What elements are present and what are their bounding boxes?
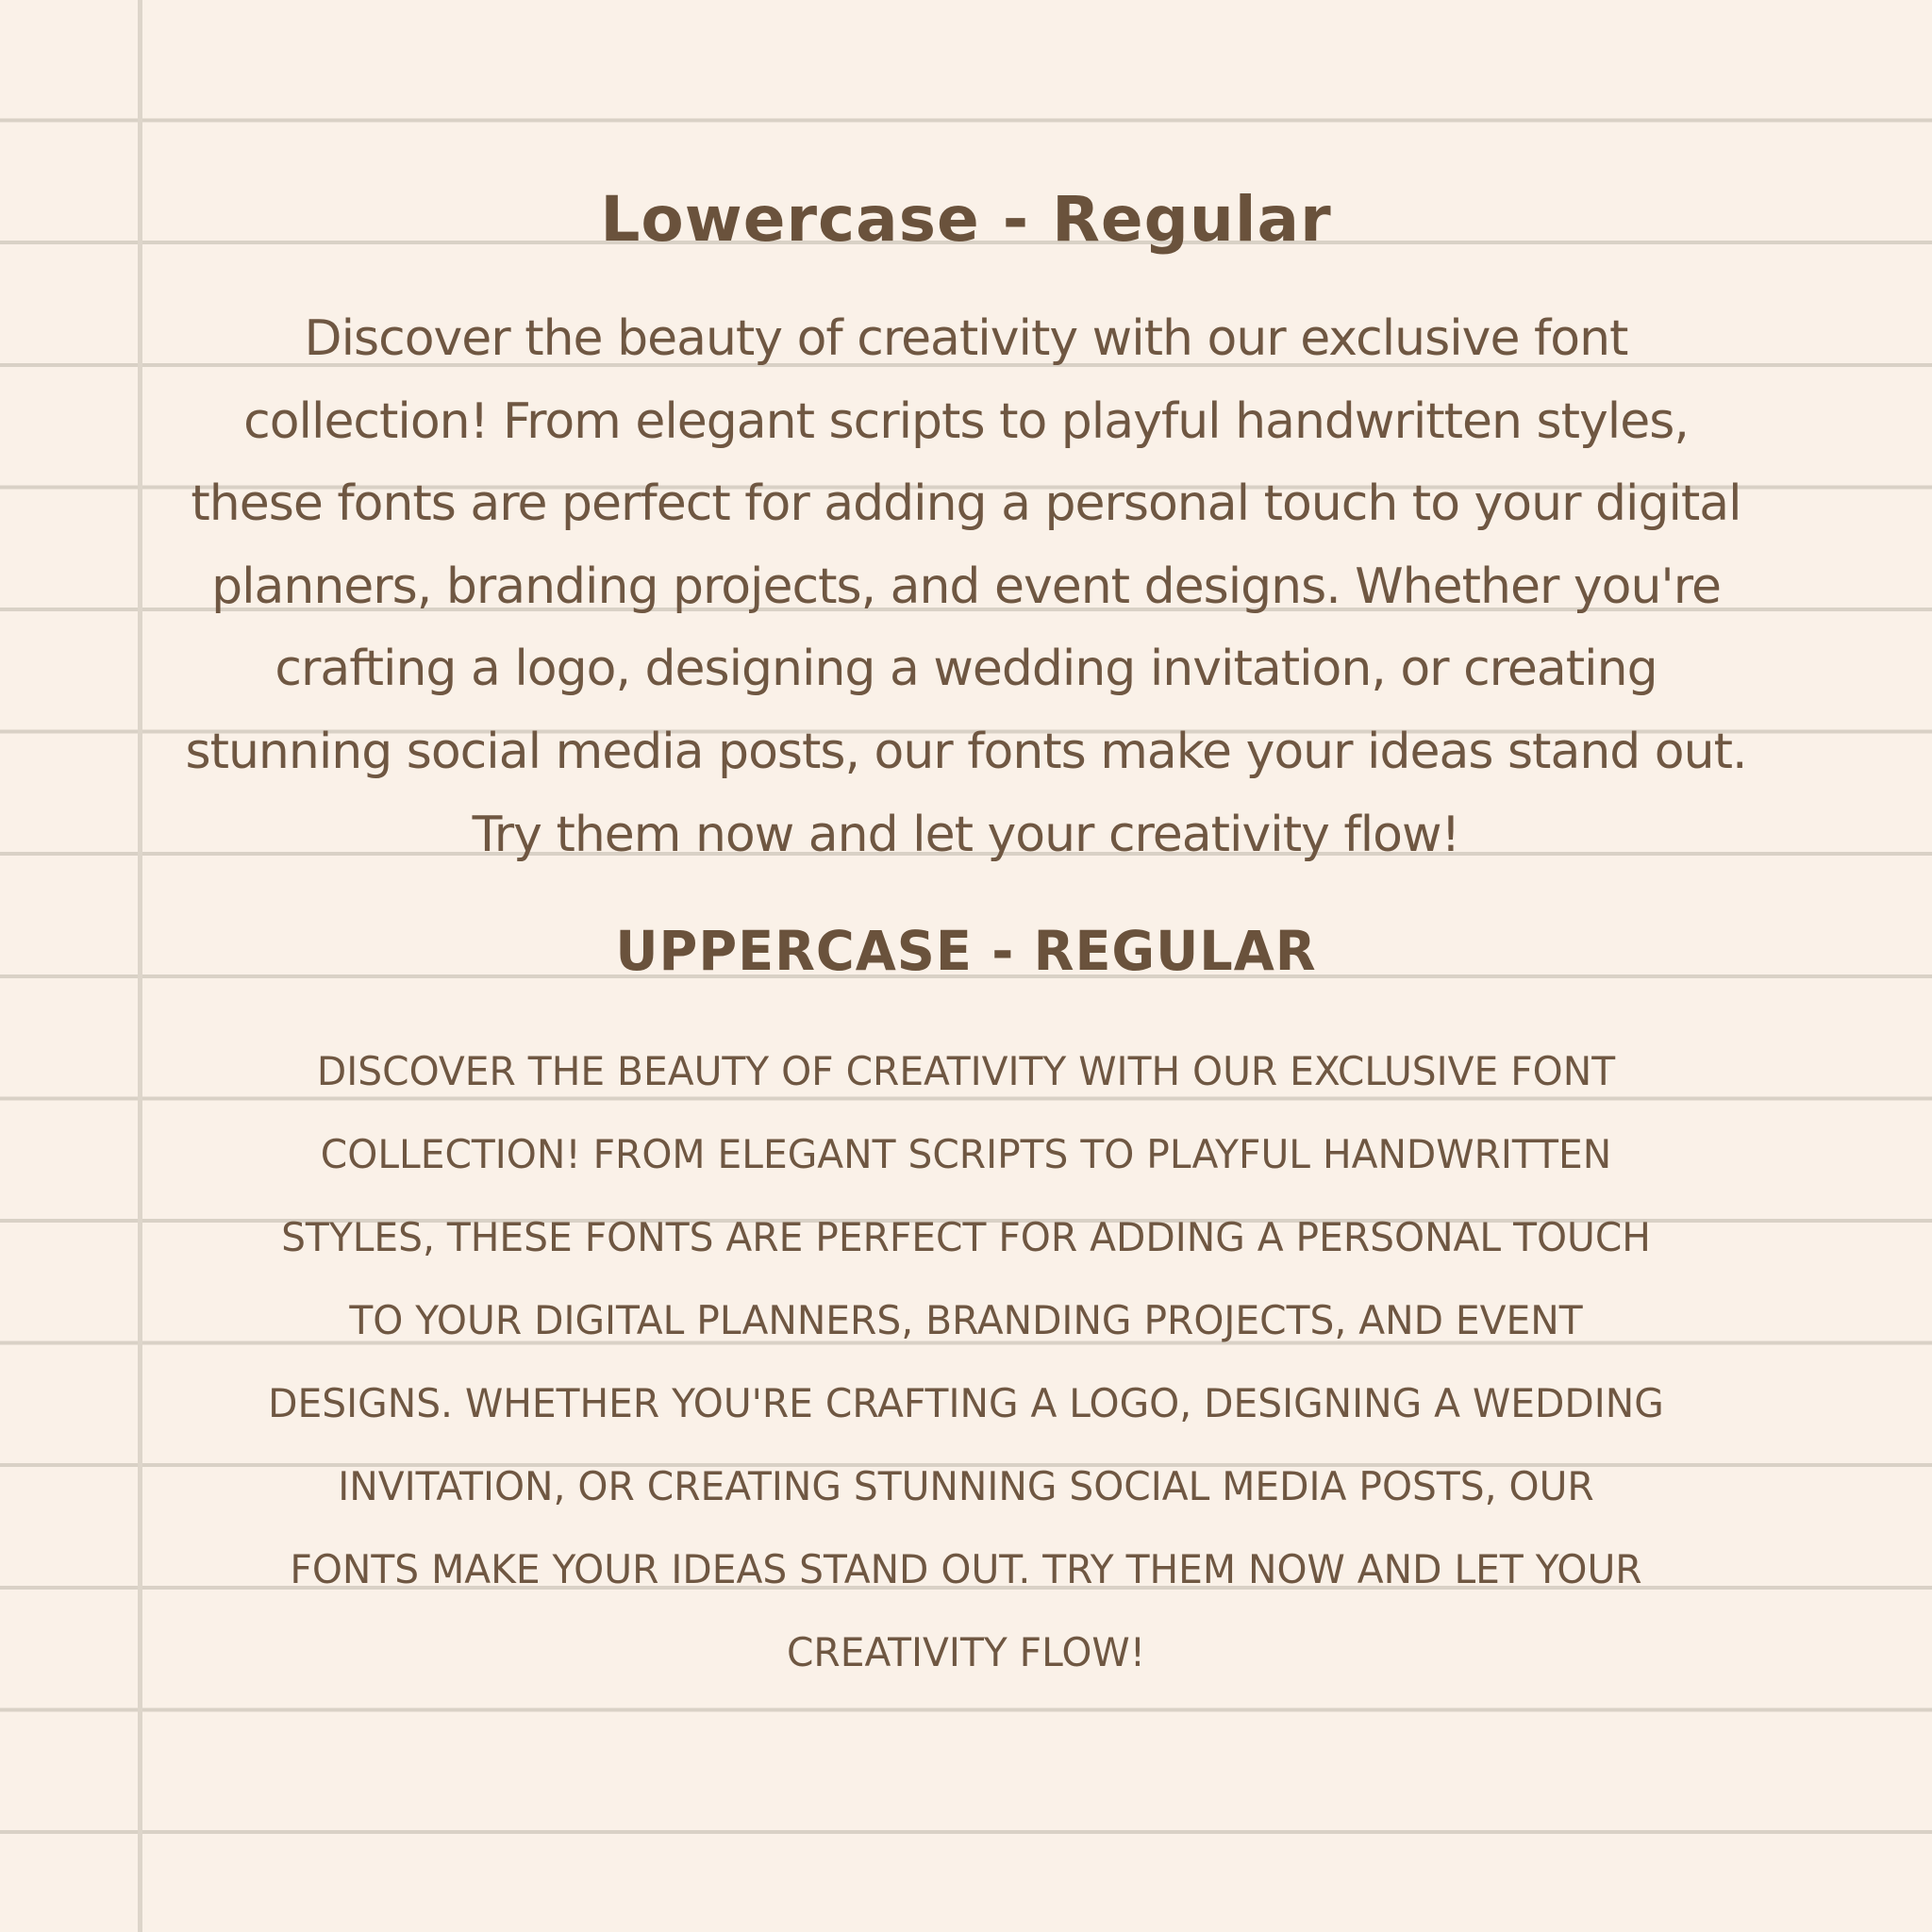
lowercase-paragraph-line: planners, branding projects, and event designs. Whether you're — [211, 558, 1721, 615]
lowercase-paragraph-line: stunning social media posts, our fonts make your ideas stand out. — [185, 723, 1747, 780]
uppercase-paragraph-line: COLLECTION! FROM ELEGANT SCRIPTS TO PLAYFUL HANDWRITTEN — [320, 1131, 1612, 1177]
uppercase-section-heading: UPPERCASE - REGULAR — [615, 919, 1317, 983]
uppercase-paragraph-line: STYLES, THESE FONTS ARE PERFECT FOR ADDING A PERSONAL TOUCH — [281, 1214, 1651, 1260]
lowercase-paragraph-line: Discover the beauty of creativity with our exclusive font — [304, 310, 1628, 367]
lowercase-paragraph-line: collection! From elegant scripts to playful handwritten styles, — [243, 392, 1689, 450]
lowercase-section-heading: Lowercase - Regular — [600, 183, 1332, 256]
lowercase-paragraph-line: crafting a logo, designing a wedding invitation, or creating — [275, 641, 1657, 698]
uppercase-paragraph-line: INVITATION, OR CREATING STUNNING SOCIAL MEDIA POSTS, OUR — [338, 1463, 1594, 1509]
uppercase-paragraph-line: CREATIVITY FLOW! — [786, 1629, 1146, 1675]
uppercase-paragraph — [0, 1030, 1932, 1694]
lowercase-paragraph — [0, 298, 1932, 876]
uppercase-paragraph-line: TO YOUR DIGITAL PLANNERS, BRANDING PROJECTS, AND EVENT — [349, 1297, 1583, 1343]
uppercase-paragraph-line: DESIGNS. WHETHER YOU'RE CRAFTING A LOGO, DESIGNING A WEDDING — [268, 1380, 1664, 1426]
uppercase-paragraph-line: DISCOVER THE BEAUTY OF CREATIVITY WITH OUR EXCLUSIVE FONT — [316, 1048, 1616, 1094]
lowercase-paragraph-line: Try them now and let your creativity flow! — [472, 806, 1460, 863]
lowercase-paragraph-line: these fonts are perfect for adding a personal touch to your digital — [191, 475, 1741, 533]
uppercase-paragraph-line: FONTS MAKE YOUR IDEAS STAND OUT. TRY THEM NOW AND LET YOUR — [290, 1546, 1642, 1592]
